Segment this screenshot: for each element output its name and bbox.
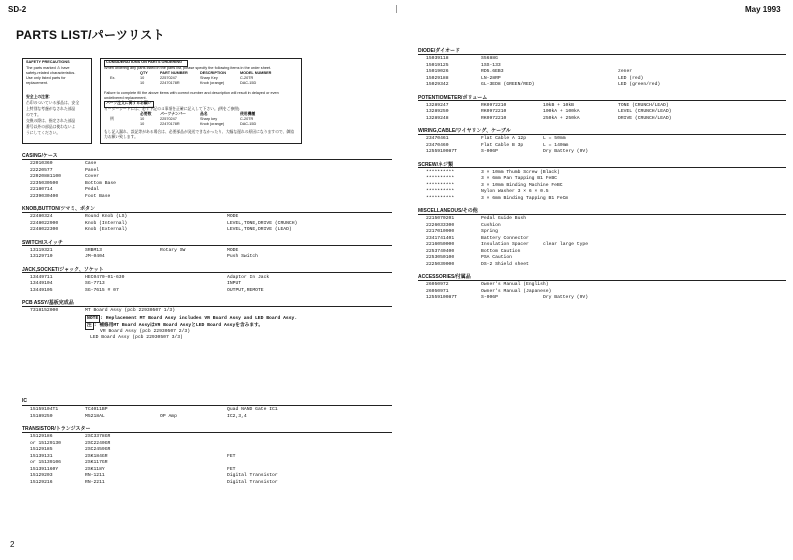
table-cell: LEVEL,TONE,DRIVE (LEAD) [227,227,292,232]
order-example-cell: DAC-15D [240,81,257,85]
table-row [22,460,392,466]
table-row [418,196,786,202]
table-row [418,56,786,62]
jp-safety-line: うにしてください。 [26,131,61,135]
table-cell: Quad NAND Gate IC1 [227,407,278,412]
table-cell: Insulation Spacer [481,242,529,247]
table-cell: or 15129130 [30,440,61,446]
jp-order-example-cell: C-20TR [240,117,254,121]
table-row [418,229,786,235]
table-cell: 23470461 [426,136,449,141]
table-cell: 15129186 [30,434,53,439]
jp-order-example-label: 例 [110,117,114,121]
table-cell: Rotary SW [160,247,186,253]
table-cell: 13289248 [426,115,449,121]
table-cell: 13289250 [426,109,449,114]
center-mark [396,5,398,13]
table-cell: S-006P [481,149,498,154]
order-example-cell: 22570247 [160,76,177,80]
jp-safety-line: 交換の際は、指定された部品 [26,119,76,123]
table-cell: 1255910087T [426,295,457,300]
table-cell: Bottom Base [85,180,116,186]
order-example-cell: C-20TR [240,76,254,80]
table-cell: 3 × 6mm Binding Tapping B1 FeCm [481,195,569,201]
table-cell: FET [227,466,236,472]
jp-ordering-footer: もし記入漏れ、誤記等がある場合は、必要部品が発送できなかったり、大幅な遅れの原因になりますので、御協力お願い致します。 [104,130,294,139]
date-header: May 1993 [745,5,781,14]
note-tag: NOTE [87,315,99,321]
table-cell: OUTPUT,REMOTE [227,287,264,293]
section-title: ACCESSORIES/付属品 [418,274,471,280]
table-cell: RD5.6EB3 [481,69,504,74]
table-cell: 10kB + 10kB [543,102,574,108]
jp-order-example-cell: DAC-15D [240,122,257,126]
order-example-cell: 10 [140,81,145,85]
jp-order-example-cell: 10 [140,117,145,121]
note-tag-jp: 注 [87,322,92,328]
table-cell: L = 140mm [543,142,569,148]
jp-ordering-heading: パーツ注文に関するお願い [106,101,152,105]
order-example-cell: Knob (orange) [200,81,225,85]
table-cell: 2239030400 [30,193,59,199]
section-title: MISCELLANEOUS/その他 [418,208,478,214]
table-row [418,170,786,176]
table-cell: 1255910087T [426,149,457,154]
table-cell: 3 × 10mm Binding Machine FeBC [481,182,563,188]
table-cell: RK0972210 [481,102,507,108]
table-row [22,181,392,187]
table-cell: MT Board Assy (pcb 22930507 1/3) [85,308,176,313]
ordering-heading: CONSIDERATIONS ON PARTS ORDERING [106,60,183,64]
table-row [418,63,786,69]
note-text-jp: : 補修用MT Board AssyはVR Board AssyとLED Board Assyを含みます。 [93,322,264,328]
table-cell: Flat Cable B 3p [481,142,524,148]
jp-order-example-cell: Knob (orange) [200,122,225,126]
table-cell: 15019026 [426,69,449,74]
order-example-label: Ex. [110,76,116,80]
table-cell: JM-0404 [85,254,105,259]
table-cell: Knob (Internal) [85,220,128,226]
table-cell: Digital Transistor [227,473,278,478]
table-row [22,275,392,281]
table-row [22,434,392,440]
jp-order-col-header: 品名 [200,112,208,116]
section-title: IC [22,398,27,404]
section-title: TRANSISTOR/トランジスター [22,426,91,432]
section-rule [418,100,786,101]
table-cell: or 15139106 [30,460,61,465]
table-cell: Flat Cable A 12p [481,136,527,141]
table-cell: LED (red) [618,75,644,81]
table-row [418,69,786,75]
section-rule [22,245,392,246]
order-example-cell: 10 [140,76,145,80]
page-title: PARTS LIST/パーツリスト [16,28,165,42]
table-cell: LED (green/red) [618,82,661,87]
table-cell: Spring [481,229,498,234]
table-cell: 23470460 [426,142,449,148]
section-rule [418,134,786,135]
table-cell: DRIVE (CRUNCH/LEAD) [618,115,672,121]
table-row [22,441,392,447]
table-cell: PSA Caution [481,255,512,260]
section-rule [22,432,392,433]
table-cell: zener [618,69,633,74]
table-cell: 15129216 [30,479,53,485]
jp-order-example-cell: Sharp key [200,117,218,121]
table-cell: 2SC3378GR [85,434,111,439]
table-cell: 13119321 [30,247,53,253]
safety-line: safety-related characteristics. [26,71,76,75]
table-cell: ********** [426,195,455,201]
table-row [22,454,392,460]
table-cell: S5688G [481,56,498,61]
table-row [418,103,786,109]
safety-heading: SAFETY PRECAUTIONS [26,60,70,64]
table-cell: clear large type [543,242,589,247]
table-cell: S-006P [481,295,498,300]
table-cell: 15189250 [30,413,53,419]
table-cell: FET [227,453,236,459]
jp-ordering-intro: オーダーシートには、必ず下記の４事項を正確に記入して下さい。(例をご参照) [104,107,240,111]
order-example-cell: Sharp Key [200,76,218,80]
safety-line: replacement. [26,81,48,85]
note-text: : Replacement MT Board Assy includes VR Board Assy and LED Board Assy. [100,315,298,321]
note-sub-assy: LED Board Assy (pcb 22930507 3/3) [90,335,183,340]
section-rule [22,212,392,213]
table-cell: 2SK184GR [85,453,108,459]
table-cell: ********** [426,182,455,188]
section-rule [418,167,786,168]
table-row [22,227,392,233]
table-cell: M5218AL [85,413,105,419]
table-row [22,248,392,254]
table-cell: 15129203 [30,473,53,478]
table-row [22,254,392,260]
section-title: POTENTIOMETER/ボリューム [418,94,488,101]
table-cell: Cover [85,174,100,179]
table-row [418,295,786,301]
table-row [418,109,786,115]
table-cell: SRBM13 [85,247,102,253]
table-row [22,480,392,486]
table-cell: Bottom Caution [481,248,521,254]
table-cell: Adaptor In Jack [227,274,270,280]
table-cell: 22220577 [30,167,53,173]
table-cell: 2217010900 [426,229,455,234]
section-rule [418,280,786,281]
section-title: KNOB,BUTTON/ツマミ、ボタン [22,206,96,212]
table-cell: DS-2 Shield sheet [481,261,529,267]
table-row [22,221,392,227]
table-cell: 2248022900 [30,220,59,226]
jp-order-col-header: パーツナンバー [160,112,186,116]
section-title: WIRING,CABLE/ワイヤリング、ケーブル [418,128,511,134]
table-row [418,242,786,248]
table-row [418,116,786,122]
table-cell: 151391160Y [30,466,59,472]
table-cell: TC4011BP [85,407,108,412]
table-cell: 22010360 [30,161,53,166]
page-number: 2 [10,540,15,549]
table-cell: 22180714 [30,187,53,192]
table-row [418,143,786,149]
table-cell: Dry Battery (9V) [543,295,589,300]
table-cell: 7318152000 [30,308,59,313]
table-row [22,161,392,167]
table-row [418,289,786,295]
table-cell: 15029342 [426,82,449,87]
table-cell: 100kA + 100kA [543,109,580,114]
table-cell: 13289247 [426,102,449,108]
table-row [22,414,392,420]
table-cell: Case [85,161,97,166]
table-cell: Push Switch [227,254,258,259]
jp-safety-line: 番号以外の部品は使わないよ [26,125,76,129]
table-cell: LN-28RP [481,75,501,81]
table-row [22,447,392,453]
jp-order-example-cell: 22570247 [160,117,177,121]
table-cell: Pedal Guide Bush [481,216,527,221]
section-rule [22,405,392,406]
table-row [418,249,786,255]
table-cell: 2225039000 [426,261,455,267]
table-cell: 3 × 6mm Pan Tapping B1 FeBC [481,176,557,181]
table-cell: MODE [227,214,239,219]
table-cell: Nylon Washer 3 × 6 × 0.5 [481,189,549,194]
table-cell: ********** [426,169,455,175]
table-cell: Owner's Manual (English) [481,282,549,287]
table-cell: 2SC2240GR [85,440,111,446]
section-rule [22,306,392,307]
order-example-cell: 22470178R [160,81,180,85]
table-row [418,149,786,155]
jp-safety-line: ⚠印のついている部品は、安全 [26,101,80,105]
order-col-header: DESCRIPTION [200,71,226,75]
table-cell: 2253740400 [426,248,455,254]
table-cell: 15129185 [30,447,53,452]
section-title: CASING/ケース [22,153,58,159]
table-cell: Cushion [481,222,501,228]
table-cell: 2253050100 [426,255,455,260]
jp-order-example-cell: 22470178R [160,122,180,126]
table-row [22,174,392,180]
jp-safety-line: のです。 [26,113,41,117]
table-row [22,473,392,479]
jp-safety-heading: 安全上の注意： [26,95,53,99]
table-cell: 15139131 [30,453,53,459]
safety-line: Use only listed parts for [26,76,66,80]
ordering-intro: When ordering any parts listed in the parts list, please specify the following items in the order sheet. [104,66,272,70]
table-cell: 3 × 10mm Thumb Screw (Black) [481,169,560,175]
table-row [22,168,392,174]
table-row [22,194,392,200]
section-rule [22,159,392,160]
table-row [418,216,786,222]
table-row [418,255,786,261]
jp-order-col-header: 必要数 [140,112,152,116]
table-cell: 22020881100 [30,174,61,179]
table-row [22,308,392,314]
jp-safety-line: 上特別な考慮がなされた部品 [26,107,76,111]
table-cell: IC2,3,4 [227,413,247,419]
safety-line: The parts marked ⚠ have [26,66,70,70]
table-row [22,407,392,413]
section-rule [22,272,392,273]
table-cell: LEVEL (CRUNCH/LEAD) [618,109,672,114]
section-title: SCREW/ネジ類 [418,161,454,168]
table-row [22,281,392,287]
section-title: DIODE/ダイオード [418,48,460,54]
section-title: SWITCH/スイッチ [22,239,63,246]
table-cell: 15029188 [426,75,449,81]
table-cell: Panel [85,167,100,173]
table-cell: INPUT [227,281,242,286]
table-row [418,236,786,242]
table-cell: SG-7615 # 07 [85,287,119,293]
table-cell: 2235030500 [30,180,59,186]
table-row [22,187,392,193]
ordering-failure: Failure to complete fill the above items with correct number and description will result in delayed or even undelivered replacement. [104,91,279,100]
jp-order-example-cell: 10 [140,122,145,126]
table-cell: Owner's Manual (Japanese) [481,288,552,294]
model-header: SD-2 [8,5,27,14]
table-cell: 2248022300 [30,227,59,232]
table-cell: 15039118 [426,56,449,61]
table-cell: ********** [426,189,455,194]
table-cell: RK0972210 [481,109,507,114]
table-row [22,288,392,294]
table-cell: HEC0470-01-630 [85,274,125,280]
table-cell: TONE (CRUNCH/LEAD) [618,102,669,108]
table-cell: Battery Connector [481,235,529,241]
table-cell: Digital Transistor [227,479,278,485]
table-row [22,214,392,220]
table-cell: 13449711 [30,274,53,280]
section-title: JACK,SOCKET/ジャック、ソケット [22,266,104,273]
table-row [418,183,786,189]
table-cell: L = 50mm [543,136,566,141]
note-sub-assy: VR Board Assy (pcb 22930507 2/3) [100,328,191,334]
order-col-header: PART NUMBER [160,71,188,75]
table-cell: ********** [426,176,455,181]
table-cell: 2226033300 [426,222,455,228]
table-row [418,189,786,195]
table-cell: 250kA + 250kA [543,115,580,121]
section-rule [418,54,786,55]
table-cell: 1SS-133 [481,62,501,68]
table-cell: 15019125 [426,62,449,68]
table-cell: 15159104T1 [30,407,59,412]
table-cell: GL-3ED8 (GREEN/RED) [481,82,535,87]
table-row [418,76,786,82]
table-cell: Foot Base [85,193,111,199]
table-cell: Knob (External) [85,227,128,232]
table-row [418,223,786,229]
table-cell: 2SC2459GR [85,447,111,452]
table-cell: SG-7713 [85,281,105,286]
table-cell: OP Amp [160,413,177,419]
table-cell: 13449104 [30,281,53,286]
table-cell: 2215070201 [426,216,455,221]
table-cell: RK0972210 [481,115,507,121]
table-cell: 2341741401 [426,235,455,241]
table-cell: RN-2211 [85,479,105,485]
order-col-header: QTY [140,71,148,75]
table-row [418,176,786,182]
section-title: PCB ASSY/基板完成品 [22,300,74,306]
table-row [418,262,786,268]
table-cell: Pedal [85,187,100,192]
table-cell: Round Knob (LS) [85,214,128,219]
jp-order-col-header: 使用機種 [240,112,256,116]
table-cell: 13129710 [30,254,53,259]
table-row [22,467,392,473]
order-col-header: MODEL NUMBER [240,71,272,75]
table-cell: 2SK117GR [85,460,108,465]
table-cell: 2SK118Y [85,466,105,472]
section-rule [418,214,786,215]
table-cell: 2216050000 [426,242,455,247]
table-row [418,136,786,142]
table-row [418,82,786,88]
table-cell: 26050971 [426,288,449,294]
table-cell: RN-1211 [85,473,105,478]
table-row [418,282,786,288]
table-cell: MODE [227,247,239,253]
table-cell: Dry Battery (9V) [543,149,589,154]
table-cell: 13449105 [30,287,53,293]
table-cell: 26050972 [426,282,449,287]
table-cell: 22480324 [30,214,53,219]
table-cell: LEVEL,TONE,DRIVE (CRUNCH) [227,220,298,226]
